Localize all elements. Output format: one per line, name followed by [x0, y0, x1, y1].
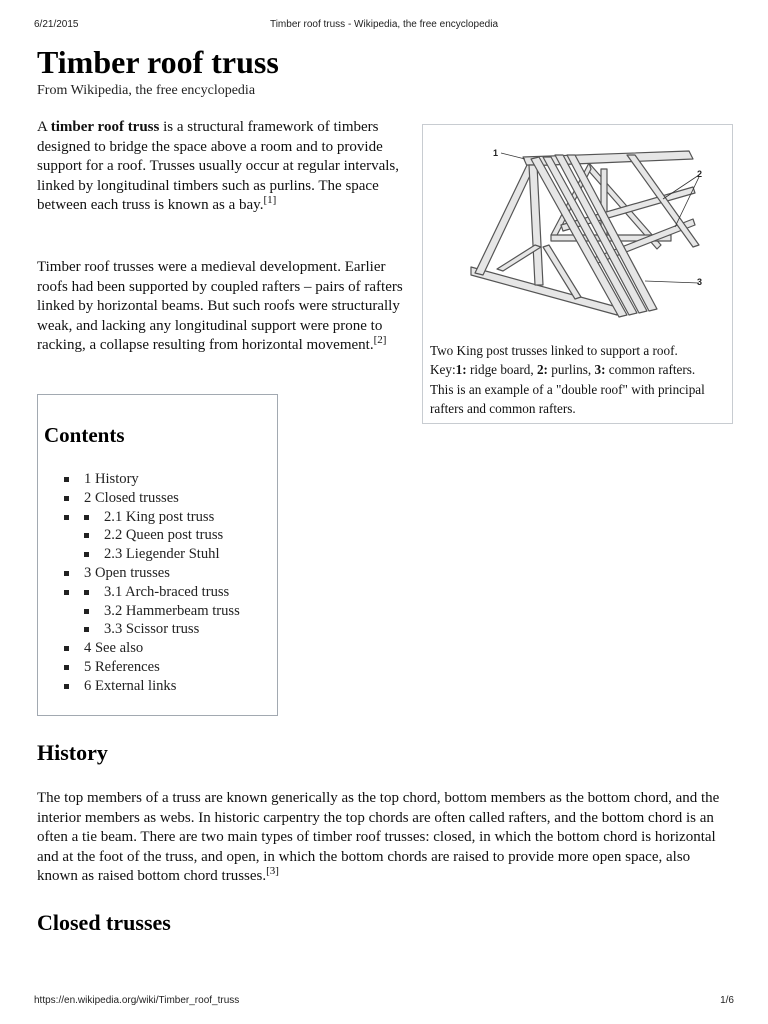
history-heading: History — [37, 740, 108, 765]
caption-key-1-text: ridge board, — [466, 362, 537, 378]
intro-text-start: A — [37, 119, 51, 135]
caption-key-2: 2: — [536, 362, 548, 378]
history-text: The top members of a truss are known generically as the top chord, bottom members as the bottom chord, and the interior members as webs. In historic carpentry the top chords are often called rafters, and the bottom chord is an often a tie beam. There are two main types of timber roof trusses: closed, in which the bottom chord is horizontal and at the foot of the truss, and open, in which the bottom chords are raised to provide more open space, also known as raised bottom chord trusses. — [37, 790, 720, 884]
print-doc-title: Timber roof truss - Wikipedia, the free encyclopedia — [269, 19, 499, 30]
development-paragraph — [37, 258, 407, 356]
toc-item-label[interactable]: 4 See also — [84, 640, 144, 657]
caption-key-3-text: common rafters. — [605, 362, 696, 378]
toc-item-label[interactable]: 3 Open trusses — [84, 564, 170, 581]
closed-trusses-heading: Closed trusses — [37, 910, 171, 935]
intro-paragraph — [37, 118, 407, 216]
callout-2: 2 — [697, 169, 703, 179]
print-url: https://en.wikipedia.org/wiki/Timber_roof_truss — [34, 995, 240, 1006]
citation-link-3[interactable]: [3] — [266, 865, 279, 877]
caption-key-label: Key: — [430, 362, 456, 378]
toc-item-label[interactable]: 2.3 Liegender Stuhl — [104, 546, 220, 563]
figure-caption — [430, 341, 730, 418]
toc-subitem[interactable] — [84, 545, 240, 564]
toc-subitem[interactable] — [84, 508, 240, 527]
callout-3: 3 — [697, 277, 703, 287]
toc-subitem[interactable] — [84, 620, 240, 639]
toc-item-label[interactable]: 2 Closed trusses — [84, 489, 179, 506]
history-paragraph — [37, 789, 727, 887]
toc-title: Contents — [44, 423, 125, 447]
tagline: From Wikipedia, the free encyclopedia — [37, 83, 256, 98]
citation-link-2[interactable]: [2] — [373, 334, 387, 346]
toc-item-label[interactable]: 3.3 Scissor truss — [104, 621, 200, 638]
caption-line: Two King post trusses linked to support a roof. — [430, 343, 678, 358]
figure-box — [422, 124, 733, 424]
page-title: Timber roof truss — [37, 44, 279, 80]
caption-key-1: 1: — [455, 362, 467, 378]
print-footer — [34, 995, 734, 1009]
toc-item-label[interactable]: 3.1 Arch-braced truss — [104, 583, 230, 600]
toc-sublist-wrapper — [64, 508, 240, 564]
toc-item-label[interactable]: 2.2 Queen post truss — [104, 527, 224, 544]
toc-item-label[interactable]: 5 References — [84, 658, 160, 675]
toc-list — [64, 470, 240, 696]
table-of-contents — [37, 394, 278, 716]
toc-item-label[interactable]: 6 External links — [84, 677, 177, 694]
citation-link-1[interactable]: [1] — [263, 194, 277, 206]
toc-item[interactable] — [64, 470, 240, 489]
callout-1: 1 — [493, 148, 499, 158]
toc-subitem[interactable] — [84, 602, 240, 621]
toc-sublist-wrapper — [64, 583, 240, 639]
toc-item-label[interactable]: 2.1 King post truss — [104, 508, 215, 525]
caption-line: This is an example of a "double roof" with principal rafters and common rafters. — [430, 381, 705, 416]
toc-item-label[interactable]: 1 History — [84, 471, 139, 487]
toc-subitem[interactable] — [84, 526, 240, 545]
caption-key-2-text: purlins, — [547, 362, 595, 378]
print-page-number: 1/6 — [720, 995, 734, 1006]
toc-item[interactable] — [64, 489, 240, 508]
truss-diagram-image[interactable] — [431, 135, 726, 335]
toc-item[interactable] — [64, 639, 240, 658]
caption-key-3: 3: — [594, 362, 606, 378]
toc-item[interactable] — [64, 658, 240, 677]
development-text: Timber roof trusses were a medieval development. Earlier roofs had been supported by coupled rafters – pairs of rafters linked by horizontal beams. But such roofs were structurally weak, and lacking any longitudinal support were prone to racking, a collapse resulting from horizontal movement. — [37, 259, 403, 353]
intro-bold-term: timber roof truss — [50, 119, 160, 135]
print-header — [34, 19, 734, 33]
toc-item-label[interactable]: 3.2 Hammerbeam truss — [104, 602, 240, 619]
toc-item[interactable] — [64, 564, 240, 583]
toc-subitem[interactable] — [84, 583, 240, 602]
toc-item[interactable] — [64, 677, 240, 696]
print-date: 6/21/2015 — [34, 19, 79, 30]
intro-text: is a structural framework of timbers designed to bridge the space above a room and to provide support for a roof. Trusses usually occur at regular intervals, linked by longitudinal timbers such as purlins. The space between each truss is known as a bay. — [37, 119, 400, 213]
